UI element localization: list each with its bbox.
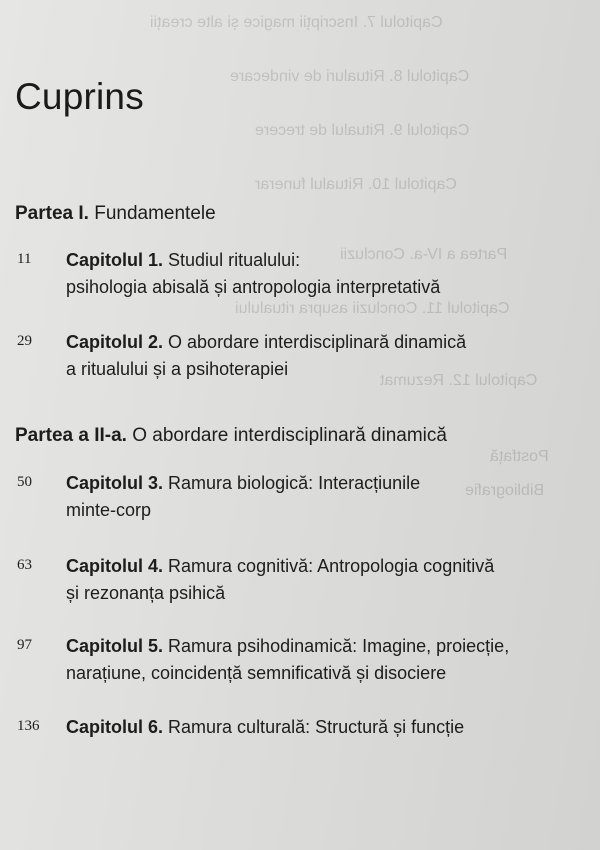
chapter-title-continued: narațiune, coincidență semnificativă și disociere bbox=[66, 663, 447, 683]
chapter-title: O abordare interdisciplinară dinamică bbox=[168, 332, 467, 352]
entry-line bbox=[66, 633, 586, 660]
chapter-title-continued: psihologia abisală și antropologia interpretativă bbox=[66, 277, 441, 297]
part-label: Partea a II-a. bbox=[15, 425, 127, 446]
chapter-label: Capitolul 2. bbox=[66, 332, 164, 352]
chapter-label: Capitolul 5. bbox=[66, 636, 164, 656]
page-number: 50 bbox=[17, 474, 32, 490]
part-title: O abordare interdisciplinară dinamică bbox=[132, 425, 447, 446]
entry-text bbox=[66, 633, 586, 687]
chapter-title-continued: minte-corp bbox=[66, 500, 152, 520]
entry-line bbox=[66, 247, 586, 274]
ghost-line: Capitolul 7. Inscripții magice și alte creații bbox=[150, 14, 443, 31]
page-number: 63 bbox=[17, 557, 32, 573]
chapter-label: Capitolul 1. bbox=[66, 250, 164, 270]
chapter-title: Ramura culturală: Structură și funcție bbox=[168, 717, 465, 737]
part-heading bbox=[15, 425, 447, 447]
page-number: 97 bbox=[17, 637, 32, 653]
chapter-label: Capitolul 6. bbox=[66, 717, 164, 737]
entry-line bbox=[66, 553, 586, 580]
chapter-title: Ramura psihodinamică: Imagine, proiecție, bbox=[168, 636, 510, 656]
page-number: 136 bbox=[17, 718, 40, 734]
ghost-line: Capitolul 10. Ritualul funerar bbox=[255, 176, 457, 193]
ghost-line: Capitolul 12. Rezumat bbox=[380, 372, 538, 389]
chapter-label: Capitolul 4. bbox=[66, 556, 164, 576]
ghost-line: Bibliografie bbox=[465, 482, 545, 499]
chapter-title-continued: și rezonanța psihică bbox=[66, 583, 226, 603]
page-number: 11 bbox=[17, 251, 32, 267]
chapter-title-continued: a ritualului și a psihoterapiei bbox=[66, 359, 289, 379]
toc-title: Cuprins bbox=[15, 76, 144, 117]
ghost-line: Capitolul 8. Ritualuri de vindecare bbox=[230, 68, 470, 85]
part-title: Fundamentele bbox=[94, 203, 216, 224]
entry-text bbox=[66, 714, 586, 741]
part-label: Partea I. bbox=[15, 203, 89, 224]
entry-text bbox=[66, 470, 586, 524]
ghost-line: Postfață bbox=[490, 448, 549, 465]
chapter-title: Ramura cognitivă: Antropologia cognitivă bbox=[168, 556, 495, 576]
chapter-title: Studiul ritualului: bbox=[168, 250, 301, 270]
part-heading bbox=[15, 203, 216, 225]
entry-text bbox=[66, 553, 586, 607]
entry-text bbox=[66, 247, 586, 301]
page-number: 29 bbox=[17, 333, 32, 349]
entry-line bbox=[66, 470, 586, 497]
chapter-label: Capitolul 3. bbox=[66, 473, 164, 493]
entry-line bbox=[66, 714, 586, 741]
entry-line bbox=[66, 329, 586, 356]
chapter-title: Ramura biologică: Interacțiunile bbox=[168, 473, 421, 493]
ghost-line: Capitolul 9. Ritualul de trecere bbox=[255, 122, 470, 139]
ghost-line: Partea a IV-a. Concluzii bbox=[340, 246, 508, 263]
ghost-line: Capitolul 11. Concluzii asupra ritualului bbox=[235, 300, 510, 317]
entry-text bbox=[66, 329, 586, 383]
